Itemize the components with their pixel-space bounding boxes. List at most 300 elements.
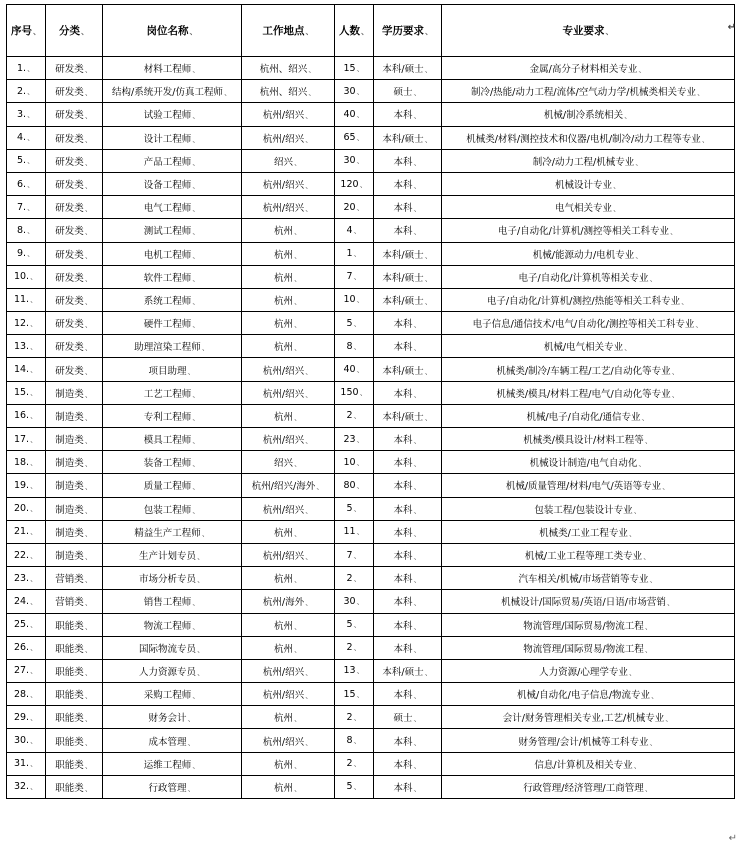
col-major-cell (442, 335, 735, 358)
cell-text: 30. (13, 735, 30, 747)
cell-mark: 、 (294, 714, 302, 724)
cell-mark: 、 (201, 528, 210, 538)
cell-mark: 、 (30, 272, 39, 282)
col-index-cell (7, 381, 46, 404)
cell-mark: 、 (305, 389, 314, 399)
cell-mark: 、 (84, 760, 93, 770)
cell-text: 7. (16, 201, 27, 213)
cell-text: 1 (346, 248, 353, 260)
cell-text: 7 (346, 271, 353, 283)
cell-mark: 、 (353, 225, 362, 235)
cell-text: 成本管理 (148, 736, 187, 748)
cell-mark: 、 (187, 737, 196, 747)
col-location-cell (242, 57, 335, 80)
cell-mark: 、 (30, 712, 39, 722)
cell-mark: 、 (305, 366, 314, 376)
col-education-cell (374, 335, 442, 358)
cell-text: 本科 (393, 342, 413, 354)
col-education-cell (374, 706, 442, 729)
cell-text: 杭州、绍兴 (259, 87, 308, 99)
cell-mark: 、 (356, 434, 365, 444)
cell-text: 11 (343, 526, 356, 538)
cell-mark: 、 (413, 505, 422, 515)
cell-mark: 、 (197, 575, 205, 585)
col-major-cell (442, 172, 735, 195)
cell-text: 6. (16, 178, 27, 190)
cell-text: 国际物流专员 (138, 643, 196, 655)
cell-mark: 、 (353, 573, 362, 583)
col-category-cell (46, 543, 103, 566)
cell-mark: 、 (201, 343, 210, 353)
col-position-cell (103, 451, 242, 474)
cell-text: 5 (346, 503, 353, 515)
header-col-location (242, 5, 335, 57)
cell-mark: 、 (30, 411, 39, 421)
cell-mark: 、 (356, 295, 365, 305)
cell-mark: 、 (84, 737, 93, 747)
col-position-cell (103, 126, 242, 149)
cell-text: 试验工程师 (143, 110, 192, 122)
cell-mark: 、 (361, 27, 369, 36)
cell-text: 本科 (393, 620, 413, 632)
col-position-cell (103, 613, 242, 636)
cell-mark: 、 (223, 88, 232, 98)
cell-text: 包装工程/包装设计专业 (534, 504, 633, 516)
cell-mark: 、 (413, 343, 422, 353)
cell-text: 机械设计制造/电气自动化 (529, 458, 638, 470)
col-location-cell (242, 404, 335, 427)
cell-text: 18. (13, 456, 30, 468)
cell-text: 杭州 (273, 249, 293, 261)
col-count-cell (335, 775, 374, 798)
cell-text: 电子/自动化/计算机等相关专业 (518, 272, 649, 284)
cell-mark: 、 (30, 480, 39, 490)
col-education-cell (374, 729, 442, 752)
cell-mark: 、 (294, 528, 302, 538)
col-location-cell (242, 775, 335, 798)
cell-text: 杭州/绍兴 (262, 133, 305, 145)
col-index-cell (7, 358, 46, 381)
cell-mark: 、 (294, 621, 302, 631)
cell-text: 8. (16, 224, 27, 236)
col-education-cell (374, 126, 442, 149)
col-education-cell (374, 381, 442, 404)
cell-text: 1. (16, 62, 27, 74)
col-category-cell (46, 196, 103, 219)
cell-mark: 、 (670, 227, 679, 237)
cell-mark: 、 (644, 621, 653, 631)
cell-text: 本科/硕士 (382, 411, 424, 423)
col-location-cell (242, 196, 335, 219)
cell-mark: 、 (84, 667, 93, 677)
cell-mark: 、 (192, 691, 201, 701)
cell-mark: 、 (305, 111, 314, 121)
cell-mark: 、 (30, 434, 39, 444)
cell-text: 运维工程师 (143, 759, 192, 771)
cell-text: 人力资源/心理学专业 (539, 666, 628, 678)
col-position-cell (103, 683, 242, 706)
cell-mark: 、 (649, 575, 658, 585)
table-row (7, 474, 735, 497)
cell-mark: 、 (624, 111, 633, 121)
cell-text: 杭州/绍兴 (262, 388, 305, 400)
cell-mark: 、 (294, 296, 302, 306)
col-major-cell (442, 80, 735, 103)
col-major-cell (442, 57, 735, 80)
cell-text: 杭州/绍兴 (262, 180, 305, 192)
cell-text: 22. (13, 549, 30, 561)
cell-text: 2 (346, 711, 353, 723)
cell-text: 本科 (393, 388, 413, 400)
cell-mark: 、 (633, 505, 642, 515)
table-row (7, 428, 735, 451)
cell-text: 制造类 (55, 411, 84, 423)
cell-text: 硕士 (393, 87, 413, 99)
cell-mark: 、 (356, 365, 365, 375)
cell-mark: 、 (697, 88, 705, 98)
col-major-cell (442, 265, 735, 288)
cell-text: 产品工程师 (143, 156, 192, 168)
cell-mark: 、 (356, 596, 365, 606)
cell-text: 本科 (393, 759, 413, 771)
cell-text: 材料工程师 (143, 64, 192, 76)
col-count-cell (335, 80, 374, 103)
cell-text: 包装工程师 (143, 504, 192, 516)
cell-text: 绍兴 (273, 458, 293, 470)
cell-text: 制造类 (55, 504, 84, 516)
col-major-cell (442, 659, 735, 682)
cell-text: 8 (346, 735, 353, 747)
cell-text: 制造类 (55, 481, 84, 493)
col-index-cell (7, 149, 46, 172)
cell-text: 杭州 (273, 782, 293, 794)
cell-text: 研发类 (55, 319, 84, 331)
col-location-cell (242, 659, 335, 682)
col-education-cell (374, 172, 442, 195)
col-position-cell (103, 265, 242, 288)
cell-text: 杭州 (273, 295, 293, 307)
cell-mark: 、 (30, 527, 39, 537)
cell-text: 结构/系统开发/仿真工程师 (112, 87, 223, 99)
cell-text: 本科 (393, 226, 413, 238)
col-major-cell (442, 103, 735, 126)
col-category-cell (46, 312, 103, 335)
col-category-cell (46, 381, 103, 404)
cell-text: 本科/硕士 (382, 249, 424, 261)
cell-text: 电气工程师 (143, 203, 192, 215)
cell-mark: 、 (192, 65, 201, 75)
col-count-cell (335, 196, 374, 219)
cell-mark: 、 (424, 667, 433, 677)
col-education-cell (374, 149, 442, 172)
header-row (7, 5, 735, 57)
cell-text: 职能类 (55, 620, 84, 632)
cell-text: 5. (16, 155, 27, 167)
cell-mark: 、 (305, 691, 314, 701)
col-education-cell (374, 659, 442, 682)
cell-text: 财务会计 (148, 713, 187, 725)
cell-mark: 、 (192, 459, 201, 469)
col-index-cell (7, 497, 46, 520)
col-index-cell (7, 683, 46, 706)
col-education-cell (374, 683, 442, 706)
cell-mark: 、 (84, 227, 93, 237)
cell-text: 测试工程师 (143, 226, 192, 238)
table-row (7, 288, 735, 311)
cell-mark: 、 (192, 760, 201, 770)
cell-text: 13 (343, 665, 356, 677)
header-col-count (335, 5, 374, 57)
header-label: 学历要求 (382, 25, 424, 37)
cell-mark: 、 (644, 644, 653, 654)
cell-mark: 、 (27, 156, 36, 166)
col-major-cell (442, 497, 735, 520)
cell-mark: 、 (84, 343, 93, 353)
cell-mark: 、 (30, 550, 39, 560)
cell-mark: 、 (294, 412, 302, 422)
cell-text: 本科/硕士 (382, 272, 424, 284)
cell-text: 14. (13, 364, 30, 376)
col-location-cell (242, 358, 335, 381)
cell-text: 杭州/绍兴 (262, 365, 305, 377)
col-count-cell (335, 752, 374, 775)
cell-text: 本科 (393, 504, 413, 516)
col-location-cell (242, 312, 335, 335)
header-label: 人数 (339, 25, 360, 37)
col-index-cell (7, 659, 46, 682)
cell-mark: 、 (30, 365, 39, 375)
table-row (7, 404, 735, 427)
col-category-cell (46, 428, 103, 451)
table-row (7, 335, 735, 358)
header-label: 岗位名称 (146, 25, 189, 37)
col-education-cell (374, 103, 442, 126)
col-count-cell (335, 543, 374, 566)
cell-text: 29. (13, 711, 30, 723)
cell-text: 电机工程师 (143, 249, 192, 261)
cell-text: 汽车相关/机械/市场营销等专业 (518, 574, 649, 586)
cell-mark: 、 (30, 388, 39, 398)
cell-mark: 、 (84, 204, 93, 214)
col-education-cell (374, 497, 442, 520)
col-location-cell (242, 706, 335, 729)
header-col-index (7, 5, 46, 57)
table-row (7, 752, 735, 775)
cell-text: 研发类 (55, 180, 84, 192)
cell-mark: 、 (84, 111, 93, 121)
cell-text: 制造类 (55, 551, 84, 563)
cell-text: 10 (343, 294, 356, 306)
cell-mark: 、 (30, 736, 39, 746)
table-row (7, 543, 735, 566)
cell-text: 职能类 (55, 713, 84, 725)
col-category-cell (46, 242, 103, 265)
cell-mark: 、 (84, 528, 93, 538)
cell-mark: 、 (84, 505, 93, 515)
col-count-cell (335, 219, 374, 242)
cell-text: 28. (13, 688, 30, 700)
col-education-cell (374, 451, 442, 474)
cell-text: 机械/工业工程等理工类专业 (524, 551, 643, 563)
cell-text: 杭州/绍兴 (262, 551, 305, 563)
cell-text: 职能类 (55, 736, 84, 748)
cell-text: 机械设计/国际贸易/英语/日语/市场营销 (501, 597, 666, 609)
cell-text: 杭州 (273, 272, 293, 284)
col-education-cell (374, 775, 442, 798)
col-count-cell (335, 636, 374, 659)
cell-mark: 、 (27, 86, 36, 96)
col-category-cell (46, 520, 103, 543)
cell-mark: 、 (197, 667, 205, 677)
cell-text: 研发类 (55, 226, 84, 238)
cell-mark: 、 (30, 295, 39, 305)
cell-mark: 、 (30, 666, 39, 676)
cell-text: 30 (343, 155, 356, 167)
col-index-cell (7, 520, 46, 543)
col-major-cell (442, 590, 735, 613)
cell-text: 150 (340, 387, 359, 399)
col-education-cell (374, 520, 442, 543)
cell-text: 杭州/绍兴 (262, 690, 305, 702)
cell-text: 杭州 (273, 411, 293, 423)
cell-text: 精益生产工程师 (134, 527, 201, 539)
cell-text: 本科/硕士 (382, 365, 424, 377)
col-position-cell (103, 497, 242, 520)
cell-mark: 、 (413, 783, 422, 793)
cell-mark: 、 (84, 714, 93, 724)
cell-mark: 、 (353, 249, 362, 259)
col-count-cell (335, 520, 374, 543)
col-location-cell (242, 567, 335, 590)
cell-mark: 、 (353, 504, 362, 514)
cell-text: 2 (346, 410, 353, 422)
col-index-cell (7, 428, 46, 451)
col-index-cell (7, 752, 46, 775)
cell-text: 生产计划专员 (138, 551, 196, 563)
cell-text: 本科 (393, 782, 413, 794)
cell-text: 杭州、绍兴 (259, 64, 308, 76)
cell-mark: 、 (413, 644, 422, 654)
col-index-cell (7, 567, 46, 590)
cell-mark: 、 (192, 134, 201, 144)
cell-text: 杭州/绍兴 (262, 736, 305, 748)
cell-text: 财务管理/会计/机械等工科专业 (518, 736, 649, 748)
cell-text: 本科 (393, 597, 413, 609)
col-position-cell (103, 636, 242, 659)
cell-mark: 、 (30, 643, 39, 653)
col-education-cell (374, 288, 442, 311)
col-index-cell (7, 242, 46, 265)
cell-text: 65 (343, 132, 356, 144)
cell-text: 设计工程师 (143, 133, 192, 145)
cell-mark: 、 (81, 27, 89, 36)
cell-mark: 、 (84, 320, 93, 330)
cell-mark: 、 (192, 598, 201, 608)
cell-mark: 、 (353, 341, 362, 351)
cell-text: 本科 (393, 180, 413, 192)
cell-mark: 、 (701, 134, 710, 144)
cell-text: 研发类 (55, 203, 84, 215)
cell-text: 绍兴 (273, 156, 293, 168)
cell-mark: 、 (671, 389, 680, 399)
cell-text: 采购工程师 (143, 690, 192, 702)
cell-mark: 、 (424, 296, 433, 306)
cell-mark: 、 (413, 157, 422, 167)
cell-text: 31. (13, 758, 30, 770)
cell-mark: 、 (30, 620, 39, 630)
cell-mark: 、 (84, 644, 93, 654)
cell-mark: 、 (84, 296, 93, 306)
cell-text: 8 (346, 340, 353, 352)
cell-mark: 、 (353, 272, 362, 282)
col-category-cell (46, 57, 103, 80)
table-row (7, 451, 735, 474)
cell-mark: 、 (413, 760, 422, 770)
cell-mark: 、 (413, 621, 422, 631)
col-major-cell (442, 775, 735, 798)
row-end-mark: ↵ (727, 22, 736, 33)
col-count-cell (335, 659, 374, 682)
col-index-cell (7, 706, 46, 729)
cell-mark: 、 (30, 782, 39, 792)
cell-text: 信息/计算机及相关专业 (534, 759, 633, 771)
cell-mark: 、 (33, 27, 41, 36)
cell-text: 研发类 (55, 272, 84, 284)
col-location-cell (242, 752, 335, 775)
cell-text: 本科/硕士 (382, 64, 424, 76)
col-count-cell (335, 103, 374, 126)
cell-text: 3. (16, 108, 27, 120)
col-location-cell (242, 428, 335, 451)
col-position-cell (103, 219, 242, 242)
col-position-cell (103, 149, 242, 172)
cell-mark: 、 (305, 181, 314, 191)
cell-text: 机械/能源动力/电机专业 (532, 249, 635, 261)
cell-mark: 、 (413, 552, 422, 562)
cell-mark: 、 (413, 181, 422, 191)
col-major-cell (442, 381, 735, 404)
cell-mark: 、 (308, 88, 317, 98)
cell-mark: 、 (30, 341, 39, 351)
col-position-cell (103, 567, 242, 590)
cell-text: 杭州 (273, 759, 293, 771)
col-category-cell (46, 219, 103, 242)
col-location-cell (242, 497, 335, 520)
cell-mark: 、 (635, 250, 644, 260)
cell-mark: 、 (671, 366, 680, 376)
col-education-cell (374, 636, 442, 659)
cell-text: 5 (346, 619, 353, 631)
cell-mark: 、 (84, 181, 93, 191)
cell-text: 职能类 (55, 666, 84, 678)
recruitment-table (6, 4, 735, 799)
cell-text: 杭州 (273, 319, 293, 331)
cell-mark: 、 (624, 343, 633, 353)
cell-mark: 、 (356, 202, 365, 212)
cell-mark: 、 (192, 227, 201, 237)
cell-text: 杭州 (273, 713, 293, 725)
col-position-cell (103, 428, 242, 451)
cell-mark: 、 (30, 504, 39, 514)
table-body (7, 57, 735, 799)
col-position-cell (103, 80, 242, 103)
cell-text: 15 (343, 62, 356, 74)
cell-mark: 、 (613, 204, 621, 214)
cell-mark: 、 (638, 65, 647, 75)
col-education-cell (374, 590, 442, 613)
cell-text: 机械/电气相关专业 (543, 342, 624, 354)
cell-mark: 、 (413, 459, 422, 469)
